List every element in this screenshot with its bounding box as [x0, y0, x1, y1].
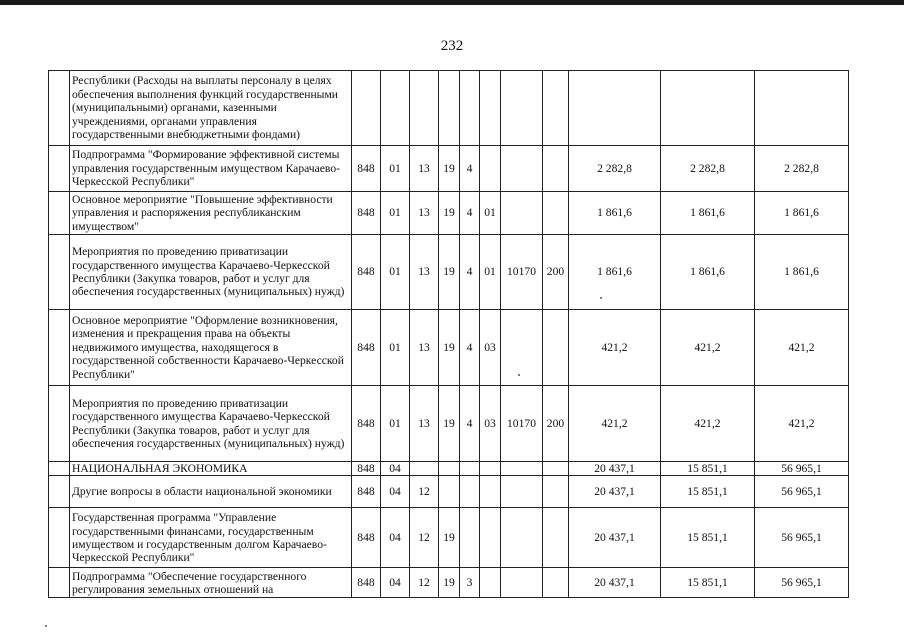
- table-row: [49, 192, 849, 235]
- amount-y2: 1 861,6: [661, 235, 755, 310]
- code-cs3: [480, 568, 501, 598]
- row-name: Мероприятия по проведению приватизации государственного имущества Карачаево-Черкесской Республики (Закупка товаров, работ и услуг для обеспечения государственных (муниципальных) нужд): [70, 235, 352, 310]
- code-pr: 13: [410, 310, 439, 386]
- amount-y2: 15 851,1: [661, 568, 755, 598]
- code-ved: 848: [352, 146, 381, 192]
- code-rz: [381, 71, 410, 146]
- code-cs3: [480, 476, 501, 508]
- row-name: Государственная программа "Управление государственными финансами, государственным имуществом и государственным долгом Карачаево-Черкесской Республики": [70, 508, 352, 568]
- code-cs2: [460, 71, 480, 146]
- code-rz: 04: [381, 476, 410, 508]
- code-vr: [543, 192, 569, 235]
- code-ved: 848: [352, 235, 381, 310]
- code-cs3: [480, 508, 501, 568]
- code-vr: [543, 462, 569, 476]
- row-name: Мероприятия по проведению приватизации государственного имущества Карачаево-Черкесской Республики (Закупка товаров, работ и услуг для обеспечения государственных (муниципальных) нужд): [70, 386, 352, 462]
- row-name: Другие вопросы в области национальной экономики: [70, 476, 352, 508]
- code-cs1: 19: [439, 192, 460, 235]
- code-cs1: 19: [439, 386, 460, 462]
- amount-y2: 15 851,1: [661, 508, 755, 568]
- code-rz: 01: [381, 310, 410, 386]
- code-cs1: 19: [439, 146, 460, 192]
- amount-y2: 2 282,8: [661, 146, 755, 192]
- table-row: [49, 508, 849, 568]
- code-cs4: 10170: [501, 386, 543, 462]
- row-name: Основное мероприятие "Оформление возникновения, изменения и прекращения права на объекты недвижимого имущества, находящегося в государственной собственности Карачаево-Черкесской Республики": [70, 310, 352, 386]
- amount-y2: 421,2: [661, 310, 755, 386]
- amount-y1: [569, 71, 661, 146]
- code-cs4: [501, 568, 543, 598]
- code-ved: 848: [352, 508, 381, 568]
- amount-y1: 20 437,1: [569, 508, 661, 568]
- amount-y2: 15 851,1: [661, 462, 755, 476]
- amount-y1: 1 861,6: [569, 192, 661, 235]
- table-row: [49, 235, 849, 310]
- amount-y2: 1 861,6: [661, 192, 755, 235]
- code-rz: 01: [381, 386, 410, 462]
- row-margin-cell: [49, 386, 70, 462]
- code-cs3: 01: [480, 192, 501, 235]
- amount-y1: 421,2: [569, 310, 661, 386]
- code-cs1: 19: [439, 235, 460, 310]
- code-cs2: 3: [460, 568, 480, 598]
- amount-y3: 1 861,6: [755, 235, 849, 310]
- row-margin-cell: [49, 508, 70, 568]
- amount-y1: 421,2: [569, 386, 661, 462]
- scan-speck: [600, 297, 602, 299]
- row-name: Подпрограмма "Формирование эффективной системы управления государственным имуществом Карачаево-Черкесской Республики": [70, 146, 352, 192]
- amount-y3: 421,2: [755, 386, 849, 462]
- code-ved: 848: [352, 462, 381, 476]
- table-row: [49, 71, 849, 146]
- code-vr: [543, 568, 569, 598]
- code-pr: 13: [410, 235, 439, 310]
- code-cs3: 01: [480, 235, 501, 310]
- code-cs1: [439, 476, 460, 508]
- amount-y2: 15 851,1: [661, 476, 755, 508]
- code-cs1: 19: [439, 310, 460, 386]
- amount-y3: 2 282,8: [755, 146, 849, 192]
- code-cs1: 19: [439, 568, 460, 598]
- code-cs4: [501, 310, 543, 386]
- amount-y1: 2 282,8: [569, 146, 661, 192]
- amount-y2: [661, 71, 755, 146]
- code-cs2: 4: [460, 386, 480, 462]
- code-rz: 04: [381, 508, 410, 568]
- table-row: [49, 568, 849, 598]
- code-cs2: 4: [460, 146, 480, 192]
- code-vr: [543, 476, 569, 508]
- code-ved: 848: [352, 568, 381, 598]
- code-rz: 01: [381, 235, 410, 310]
- table-row: [49, 386, 849, 462]
- row-name: НАЦИОНАЛЬНАЯ ЭКОНОМИКА: [70, 462, 352, 476]
- code-cs2: [460, 476, 480, 508]
- code-cs1: 19: [439, 508, 460, 568]
- amount-y1: 20 437,1: [569, 476, 661, 508]
- code-ved: 848: [352, 386, 381, 462]
- row-margin-cell: [49, 462, 70, 476]
- amount-y1: 20 437,1: [569, 462, 661, 476]
- code-cs3: [480, 71, 501, 146]
- code-pr: [410, 462, 439, 476]
- amount-y3: [755, 71, 849, 146]
- amount-y3: 56 965,1: [755, 462, 849, 476]
- code-vr: 200: [543, 235, 569, 310]
- code-cs4: [501, 462, 543, 476]
- code-cs2: 4: [460, 192, 480, 235]
- row-margin-cell: [49, 71, 70, 146]
- code-ved: 848: [352, 310, 381, 386]
- code-rz: 04: [381, 462, 410, 476]
- amount-y1: 1 861,6: [569, 235, 661, 310]
- row-margin-cell: [49, 310, 70, 386]
- scan-speck: [45, 625, 47, 627]
- table-row: [49, 146, 849, 192]
- code-cs4: [501, 71, 543, 146]
- amount-y3: 421,2: [755, 310, 849, 386]
- scan-speck: [518, 374, 520, 376]
- code-vr: [543, 146, 569, 192]
- code-cs2: [460, 462, 480, 476]
- row-margin-cell: [49, 568, 70, 598]
- amount-y3: 56 965,1: [755, 508, 849, 568]
- code-cs2: [460, 508, 480, 568]
- top-border-rule: [0, 0, 904, 5]
- code-rz: 01: [381, 146, 410, 192]
- row-margin-cell: [49, 146, 70, 192]
- code-cs4: [501, 476, 543, 508]
- code-cs4: 10170: [501, 235, 543, 310]
- code-cs1: [439, 71, 460, 146]
- row-name: Республики (Расходы на выплаты персоналу в целях обеспечения выполнения функций государственными (муниципальными) органами, казенными учреждениями, органами управления государственными внебюджетными фондами): [70, 71, 352, 146]
- code-vr: [543, 310, 569, 386]
- table-row: [49, 476, 849, 508]
- code-vr: [543, 71, 569, 146]
- row-name: Подпрограмма "Обеспечение государственного регулирования земельных отношений на: [70, 568, 352, 598]
- amount-y3: 56 965,1: [755, 568, 849, 598]
- code-cs1: [439, 462, 460, 476]
- code-rz: 04: [381, 568, 410, 598]
- code-cs3: [480, 146, 501, 192]
- code-pr: 12: [410, 476, 439, 508]
- code-vr: [543, 508, 569, 568]
- row-name: Основное мероприятие "Повышение эффективности управления и распоряжения республиканским имуществом": [70, 192, 352, 235]
- budget-table: [48, 70, 849, 598]
- code-ved: 848: [352, 192, 381, 235]
- code-cs3: 03: [480, 386, 501, 462]
- code-cs3: [480, 462, 501, 476]
- table-row: [49, 462, 849, 476]
- table-row: [49, 310, 849, 386]
- code-pr: 12: [410, 508, 439, 568]
- row-margin-cell: [49, 192, 70, 235]
- page-number: 232: [440, 38, 464, 54]
- code-pr: 12: [410, 568, 439, 598]
- row-margin-cell: [49, 235, 70, 310]
- code-cs4: [501, 192, 543, 235]
- amount-y2: 421,2: [661, 386, 755, 462]
- code-cs2: 4: [460, 310, 480, 386]
- amount-y3: 56 965,1: [755, 476, 849, 508]
- code-cs4: [501, 146, 543, 192]
- code-cs3: 03: [480, 310, 501, 386]
- code-cs2: 4: [460, 235, 480, 310]
- row-margin-cell: [49, 476, 70, 508]
- code-pr: 13: [410, 386, 439, 462]
- code-vr: 200: [543, 386, 569, 462]
- code-ved: [352, 71, 381, 146]
- amount-y3: 1 861,6: [755, 192, 849, 235]
- code-pr: 13: [410, 192, 439, 235]
- code-pr: [410, 71, 439, 146]
- code-rz: 01: [381, 192, 410, 235]
- code-pr: 13: [410, 146, 439, 192]
- amount-y1: 20 437,1: [569, 568, 661, 598]
- code-cs4: [501, 508, 543, 568]
- code-ved: 848: [352, 476, 381, 508]
